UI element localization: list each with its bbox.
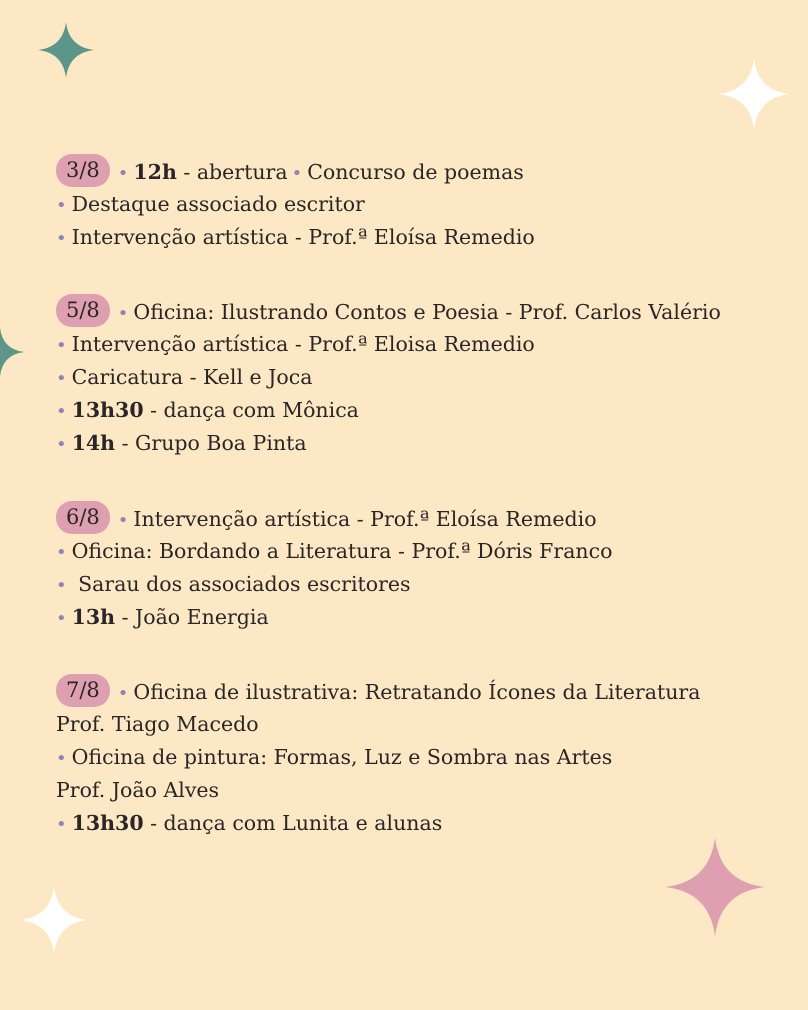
bullet-icon: •: [56, 748, 67, 769]
time: 13h30: [71, 811, 144, 835]
bullet-icon: •: [56, 368, 67, 389]
day-5-line-1: [56, 297, 721, 330]
bullet-icon: •: [56, 401, 67, 422]
bullet-icon: •: [56, 575, 67, 596]
event-text: - abertura: [176, 160, 288, 184]
event-text: Prof. Tiago Macedo: [56, 712, 259, 736]
teal-star-icon: [36, 20, 96, 80]
bullet-icon: •: [56, 814, 67, 835]
bullet-icon: •: [56, 335, 67, 356]
day-6-line-2: [56, 537, 612, 567]
event-text: - Grupo Boa Pinta: [115, 431, 307, 455]
event-text: Intervenção artística - Prof.ª Eloisa Remedio: [71, 332, 535, 356]
white-star-bottom-icon: [18, 884, 90, 956]
date-pill: 3/8: [56, 154, 110, 187]
day-7-line-1: [56, 677, 700, 710]
bullet-icon: •: [56, 542, 67, 563]
day-6-line-1: [56, 504, 597, 537]
event-text: - dança com Mônica: [143, 398, 359, 422]
date-pill: 5/8: [56, 294, 110, 327]
event-text: Intervenção artística - Prof.ª Eloísa Remedio: [71, 225, 535, 249]
day-6-line-4: [56, 603, 269, 633]
bullet-icon: •: [117, 510, 129, 531]
date-pill: 6/8: [56, 501, 110, 534]
event-text: Destaque associado escritor: [71, 192, 365, 216]
day-5-line-2: [56, 330, 535, 360]
bullet-icon: •: [117, 683, 129, 704]
event-text: Sarau dos associados escritores: [71, 572, 411, 596]
event-text: - dança com Lunita e alunas: [143, 811, 443, 835]
event-text: Intervenção artística - Prof.ª Eloísa Remedio: [133, 507, 597, 531]
event-text: Caricatura - Kell e Joca: [71, 365, 313, 389]
day-7-line-2: [56, 710, 259, 738]
event-text: - João Energia: [115, 605, 269, 629]
day-7-line-3: [56, 743, 612, 773]
day-3-line-2: [56, 190, 365, 220]
day-5-line-4: [56, 396, 359, 426]
day-3-line-1: [56, 157, 524, 190]
day-6-line-3: [56, 570, 411, 600]
time: 13h: [71, 605, 116, 629]
time: 13h30: [71, 398, 144, 422]
day-3-line-3: [56, 223, 535, 253]
bullet-icon: •: [291, 163, 303, 184]
day-5-line-3: [56, 363, 312, 393]
teal-half-star-icon: [0, 326, 26, 378]
event-text: Prof. João Alves: [56, 778, 220, 802]
event-text: Oficina de ilustrativa: Retratando Ícones da Literatura: [133, 680, 701, 704]
day-5-line-5: [56, 429, 307, 459]
bullet-icon: •: [56, 195, 67, 216]
date-pill: 7/8: [56, 674, 110, 707]
event-text: Oficina: Ilustrando Contos e Poesia - Prof. Carlos Valério: [133, 300, 721, 324]
bullet-icon: •: [117, 303, 129, 324]
bullet-icon: •: [56, 608, 67, 629]
pink-star-icon: [662, 834, 768, 940]
event-text: Oficina de pintura: Formas, Luz e Sombra nas Artes: [71, 745, 613, 769]
time: 14h: [71, 431, 116, 455]
time: 12h: [133, 160, 177, 184]
bullet-icon: •: [56, 434, 67, 455]
event-text: Oficina: Bordando a Literatura - Prof.ª Dóris Franco: [71, 539, 613, 563]
bullet-icon: •: [117, 163, 129, 184]
bullet-icon: •: [56, 228, 67, 249]
event-text: Concurso de poemas: [307, 160, 524, 184]
day-7-line-5: [56, 809, 442, 839]
day-7-line-4: [56, 776, 219, 804]
white-star-icon: [716, 56, 792, 132]
